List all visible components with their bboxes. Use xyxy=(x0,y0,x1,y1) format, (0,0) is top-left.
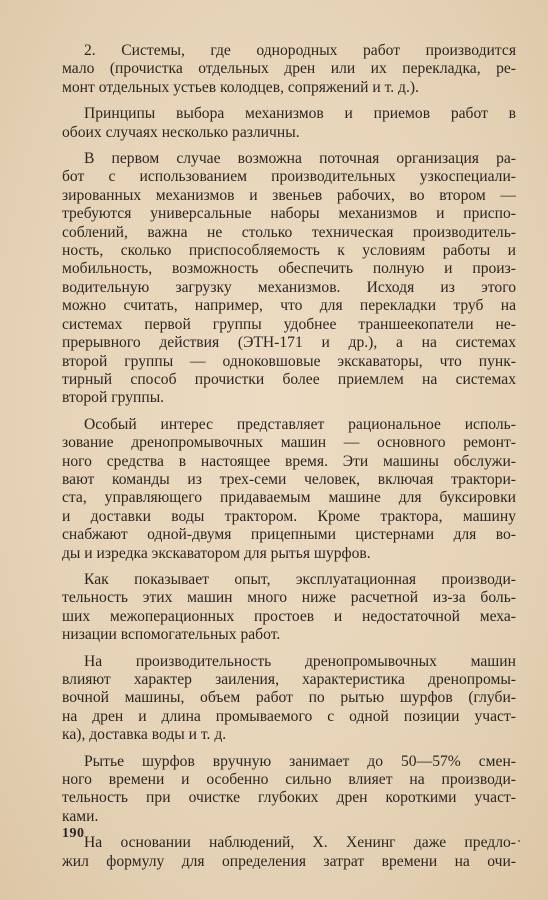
text-line: На основании наблюдений, Х. Хенинг даже предло- xyxy=(84,834,516,852)
text-line: ста, управляющего придаваемым машине для буксировки xyxy=(62,489,516,507)
text-line: тельность этих машин много ниже расчетной из-за боль- xyxy=(62,589,516,607)
paragraph-2 xyxy=(62,105,516,142)
text-line: водительную загрузку механизмов. Исходя из этого xyxy=(62,278,516,296)
text-line: обоих случаях несколько различны. xyxy=(62,123,300,141)
text-line: и доставки воды трактором. Кроме трактора, машину xyxy=(62,507,516,525)
text-line: тирный способ прочистки более приемлем на системах xyxy=(62,370,516,388)
text-line: ного средства в настоящее время. Эти машины обслужи- xyxy=(62,452,516,470)
text-line: можно считать, например, что для перекладки труб на xyxy=(62,297,516,315)
text-line: В первом случае возможна поточная организация ра- xyxy=(84,150,516,168)
text-line: мобильность, возможность обеспечить полную и произ- xyxy=(62,260,516,278)
paragraph-6 xyxy=(62,653,516,745)
paragraph-3 xyxy=(62,150,516,408)
text-line: соблений, важна не столько техническая производитель- xyxy=(62,223,516,241)
text-line: ного времени и особенно сильно влияет на производи- xyxy=(62,771,516,789)
text-line: монт отдельных устьев колодцев, сопряжений и т. д.). xyxy=(62,78,419,96)
page-body xyxy=(62,42,516,879)
text-line: мало (прочистка отдельных дрен или их перекладка, ре- xyxy=(62,60,516,78)
text-line: зированных механизмов и звеньев рабочих, во втором — xyxy=(62,186,516,204)
text-line: вают команды из трех-семи человек, включая трактори- xyxy=(62,470,516,488)
text-line: снабжают одной-двумя прицепными цистернами для во- xyxy=(62,526,516,544)
text-line: вочной машины, объем работ по рытью шурфов (глуби- xyxy=(62,689,516,707)
text-line: Особый интерес представляет рациональное исполь- xyxy=(84,415,516,433)
text-line: зование дренопромывочных машин — основного ремонт- xyxy=(62,434,516,452)
text-line: бот с использованием производительных узкоспециали- xyxy=(62,168,516,186)
text-line: системах первой группы удобнее траншеекопатели не- xyxy=(62,315,516,333)
text-line: Как показывает опыт, эксплуатационная производи- xyxy=(84,570,516,588)
text-line: второй группы — одноковшовые экскаваторы, что пунк- xyxy=(62,352,516,370)
paper-speck xyxy=(518,840,520,842)
paragraph-5 xyxy=(62,571,516,645)
text-line: прерывного действия (ЭТН-171 и др.), а на системах xyxy=(62,334,516,352)
text-line: влияют характер заиления, характеристика дренопромы- xyxy=(62,671,516,688)
paragraph-1 xyxy=(62,42,516,97)
text-line: Рытье шурфов вручную занимает до 50—57% смен- xyxy=(84,752,516,770)
text-line: Принципы выбора механизмов и приемов работ в xyxy=(84,105,516,123)
text-line: ка), доставка воды и т. д. xyxy=(62,726,227,744)
text-line: 2. Системы, где однородных работ производится xyxy=(84,42,516,59)
text-line: ды и изредка экскаватором для рытья шурфов. xyxy=(62,544,371,562)
page-number: 190 xyxy=(62,826,85,841)
text-line: ками. xyxy=(62,807,99,825)
paragraph-7 xyxy=(62,753,516,827)
text-line: ших межоперационных простоев и недостаточной меха- xyxy=(62,607,516,625)
text-line: на дрен и длина промываемого с одной позиции участ- xyxy=(62,707,516,725)
text-line: требуются универсальные наборы механизмов и приспо- xyxy=(62,205,516,223)
text-line: тельность при очистке глубоких дрен короткими участ- xyxy=(62,789,516,807)
text-line: второй группы. xyxy=(62,389,165,407)
paragraph-8 xyxy=(62,834,516,871)
text-line: ность, сколько приспособляемость к условиям работы и xyxy=(62,242,516,260)
text-line: низации вспомогательных работ. xyxy=(62,626,281,644)
text-line: жил формулу для определения затрат времени на очи- xyxy=(62,852,516,870)
paragraph-4 xyxy=(62,416,516,563)
text-line: На производительность дренопромывочных машин xyxy=(84,652,516,670)
